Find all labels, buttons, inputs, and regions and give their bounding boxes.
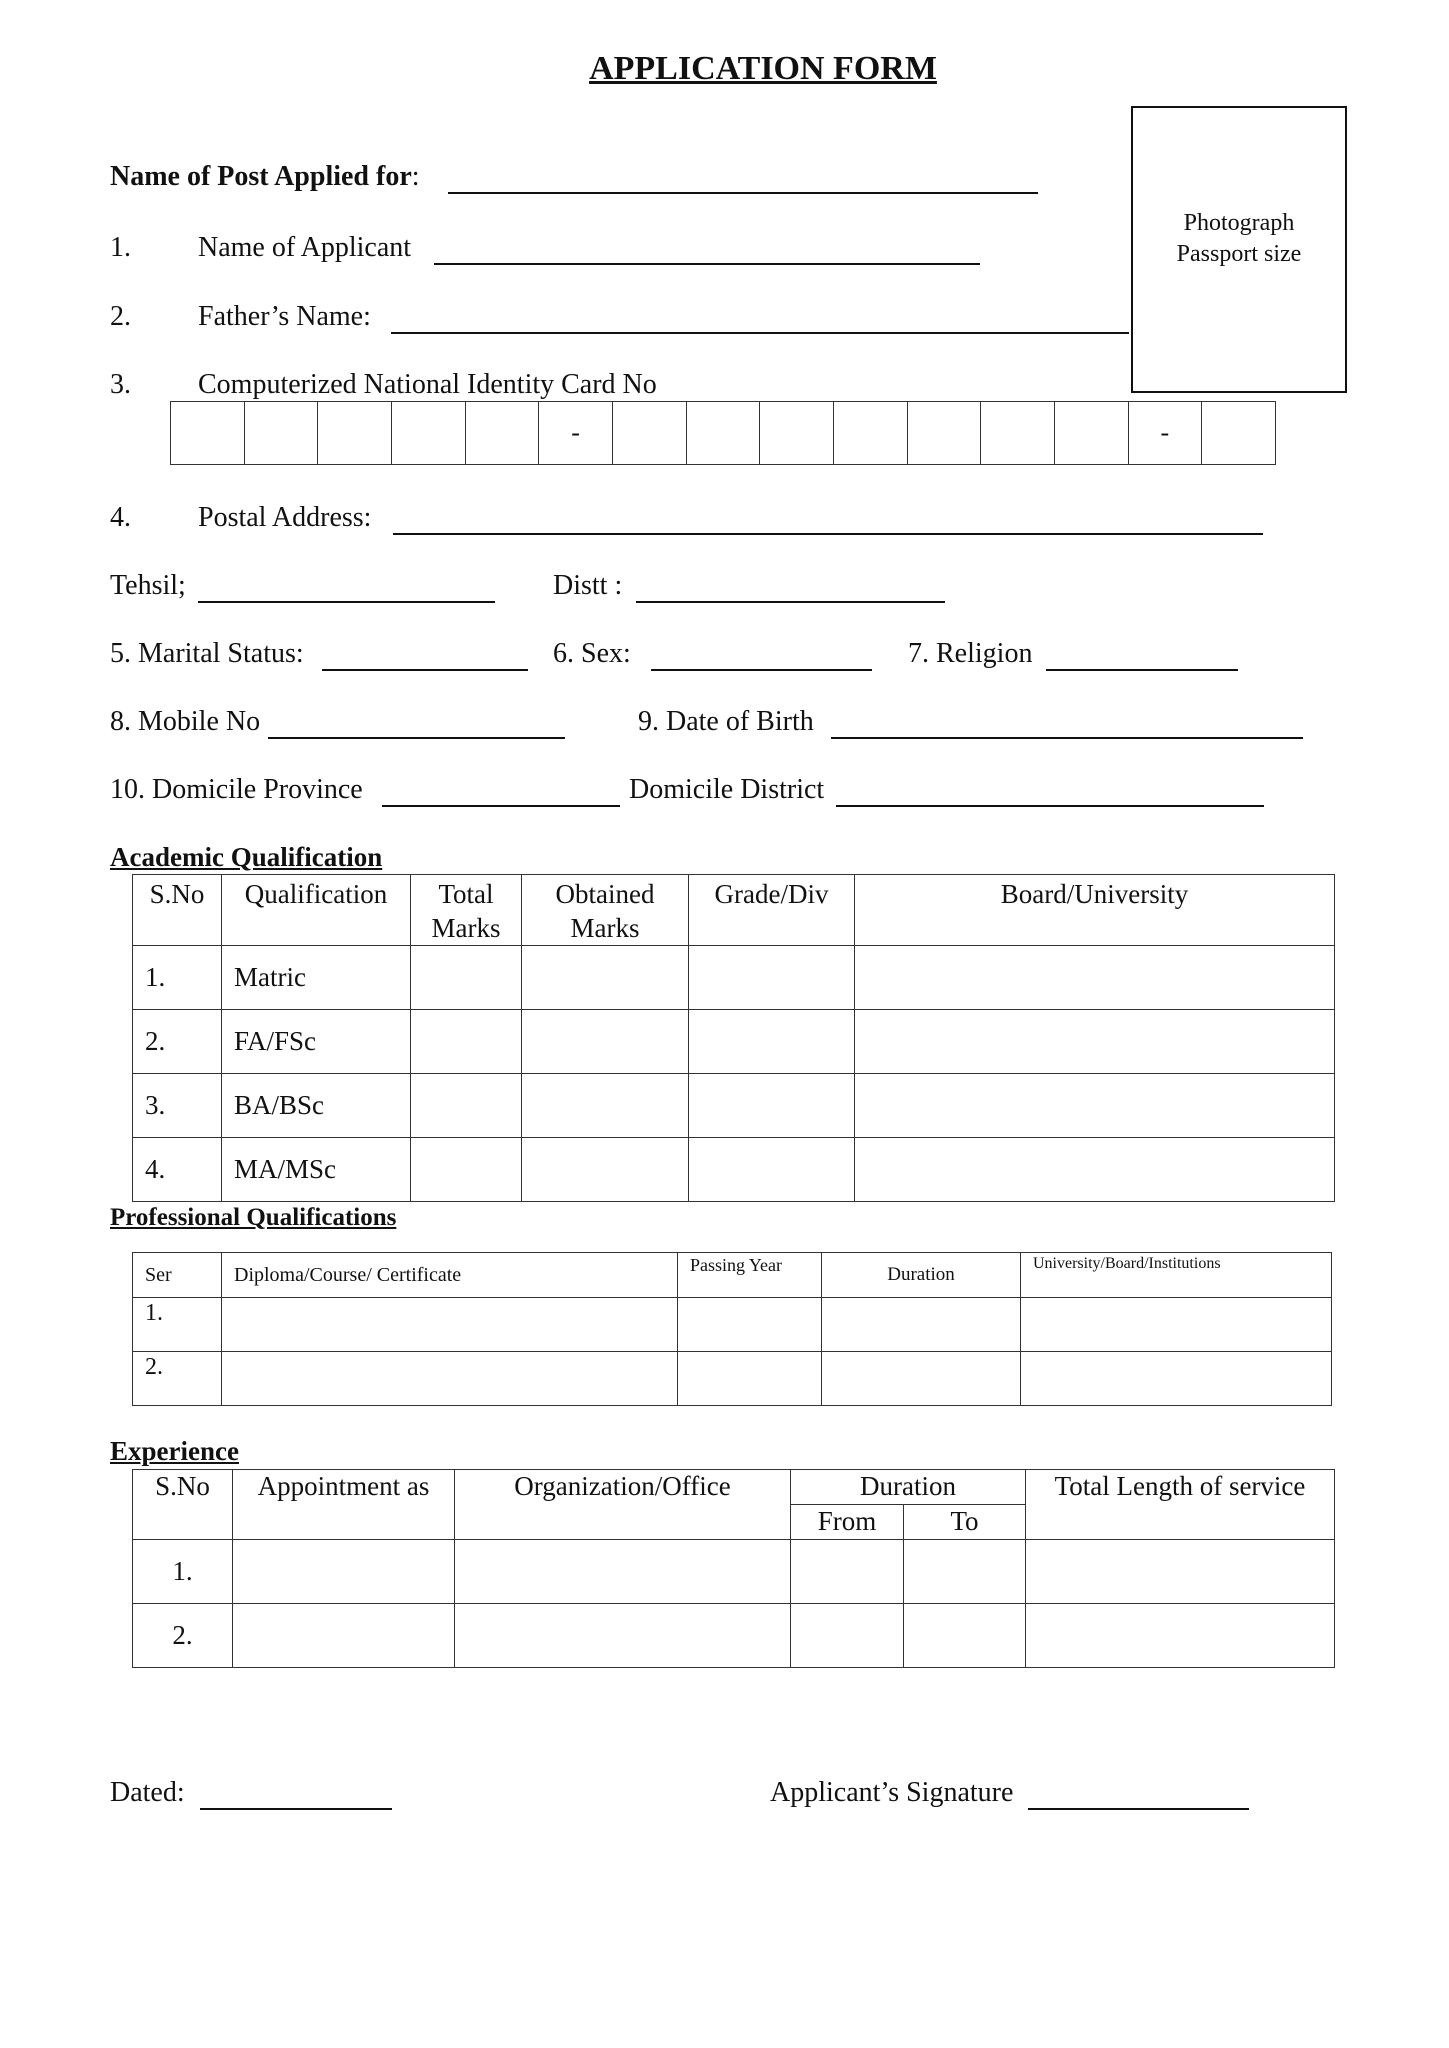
organization-cell[interactable] [455,1604,791,1668]
father-name-input[interactable] [391,310,1129,334]
obtained-marks-cell[interactable] [522,946,689,1010]
cnic-digit[interactable] [244,402,318,465]
experience-sno: 2. [133,1604,233,1668]
experience-header-total: Total Length of service [1026,1470,1335,1540]
academic-heading: Academic Qualification [110,842,383,872]
table-row [133,1540,1335,1604]
professional-header-row [133,1253,1332,1298]
distt-label: Distt : [553,570,623,601]
experience-header-to: To [904,1505,1026,1540]
cnic-digit[interactable] [1202,402,1276,465]
post-applied-input[interactable] [448,170,1038,194]
total-service-cell[interactable] [1026,1540,1335,1604]
domicile-province-label: 10. Domicile Province [110,774,363,805]
grade-cell[interactable] [689,1138,855,1202]
academic-header-obtained-marks: Obtained Marks [522,875,689,946]
religion-label: 7. Religion [908,638,1033,669]
sex-input[interactable] [651,647,872,671]
cnic-digit[interactable] [1054,402,1128,465]
photo-label-line2: Passport size [1176,241,1302,267]
duration-cell[interactable] [822,1352,1021,1406]
num-4: 4. [110,502,131,533]
university-cell[interactable] [1021,1298,1332,1352]
academic-header-sno: S.No [133,875,222,946]
professional-header-ser: Ser [133,1253,222,1298]
experience-heading: Experience [110,1436,239,1466]
cnic-digit[interactable] [318,402,392,465]
board-cell[interactable] [855,1074,1335,1138]
cnic-label: Computerized National Identity Card No [198,369,657,400]
professional-table [132,1252,1332,1406]
post-applied-label: Name of Post Applied for [110,161,412,192]
experience-header-appointment: Appointment as [233,1470,455,1540]
obtained-marks-cell[interactable] [522,1010,689,1074]
professional-heading: Professional Qualifications [110,1204,397,1231]
to-cell[interactable] [904,1540,1026,1604]
photo-label-line1: Photograph [1183,210,1295,236]
cnic-separator: - [539,402,613,465]
experience-header-duration: Duration [791,1470,1026,1505]
professional-ser: 2. [133,1352,222,1406]
table-row [133,1298,1332,1352]
total-marks-cell[interactable] [411,1138,522,1202]
experience-sno: 1. [133,1540,233,1604]
academic-sno: 4. [133,1138,222,1202]
total-marks-cell[interactable] [411,1010,522,1074]
dob-input[interactable] [831,715,1303,739]
academic-header-grade: Grade/Div [689,875,855,946]
academic-qualification: FA/FSc [222,1010,411,1074]
board-cell[interactable] [855,946,1335,1010]
table-row [133,1074,1335,1138]
academic-header-qualification: Qualification [222,875,411,946]
marital-status-input[interactable] [322,647,528,671]
cnic-digit[interactable] [391,402,465,465]
sex-label: 6. Sex: [553,638,631,669]
cnic-digit[interactable] [171,402,245,465]
cnic-digit[interactable] [833,402,907,465]
experience-header-organization: Organization/Office [455,1470,791,1540]
academic-sno: 3. [133,1074,222,1138]
experience-header-sno: S.No [133,1470,233,1540]
cnic-digit[interactable] [686,402,760,465]
academic-qualification: BA/BSc [222,1074,411,1138]
academic-header-board: Board/University [855,875,1335,946]
total-marks-cell[interactable] [411,1074,522,1138]
num-2: 2. [110,301,131,332]
from-cell[interactable] [791,1540,904,1604]
post-applied-row [110,161,420,193]
table-row [133,1352,1332,1406]
domicile-district-input[interactable] [836,783,1264,807]
duration-cell[interactable] [822,1298,1021,1352]
experience-header-row [133,1470,1335,1505]
diploma-cell[interactable] [222,1298,678,1352]
dated-input[interactable] [200,1786,392,1810]
from-cell[interactable] [791,1604,904,1668]
table-row [133,946,1335,1010]
signature-label: Applicant’s Signature [770,1777,1014,1808]
academic-header-total-marks: Total Marks [411,875,522,946]
postal-address-label: Postal Address: [198,502,372,533]
total-marks-cell[interactable] [411,946,522,1010]
academic-sno: 2. [133,1010,222,1074]
tehsil-label: Tehsil; [110,570,186,601]
appointment-cell[interactable] [233,1540,455,1604]
to-cell[interactable] [904,1604,1026,1668]
grade-cell[interactable] [689,1074,855,1138]
obtained-marks-cell[interactable] [522,1138,689,1202]
grade-cell[interactable] [689,946,855,1010]
academic-header-row [133,875,1335,946]
cnic-boxes [170,401,1276,465]
passing-year-cell[interactable] [678,1352,822,1406]
university-cell[interactable] [1021,1352,1332,1406]
cnic-separator: - [1128,402,1202,465]
grade-cell[interactable] [689,1010,855,1074]
domicile-province-input[interactable] [382,783,620,807]
academic-qualification: MA/MSc [222,1138,411,1202]
total-service-cell[interactable] [1026,1604,1335,1668]
academic-qualification: Matric [222,946,411,1010]
postal-address-input[interactable] [393,511,1263,535]
num-1: 1. [110,232,131,263]
appointment-cell[interactable] [233,1604,455,1668]
cnic-digit[interactable] [465,402,539,465]
num-3: 3. [110,369,131,400]
applicant-name-input[interactable] [434,241,980,265]
form-title: APPLICATION FORM [589,50,937,87]
experience-header-from: From [791,1505,904,1540]
photo-box[interactable] [1131,106,1347,393]
professional-header-duration: Duration [822,1253,1021,1298]
passing-year-cell[interactable] [678,1298,822,1352]
post-applied-colon: : [411,161,420,192]
dob-label: 9. Date of Birth [638,706,814,737]
mobile-input[interactable] [268,715,565,739]
marital-status-label: 5. Marital Status: [110,638,304,669]
cnic-digit[interactable] [612,402,686,465]
table-row [133,1010,1335,1074]
applicant-name-label: Name of Applicant [198,232,412,263]
experience-table [132,1469,1335,1668]
professional-ser: 1. [133,1298,222,1352]
table-row [133,1138,1335,1202]
diploma-cell[interactable] [222,1352,678,1406]
father-name-label: Father’s Name: [198,301,371,332]
cnic-digit[interactable] [760,402,834,465]
distt-input[interactable] [636,579,945,603]
cnic-digit[interactable] [981,402,1055,465]
academic-sno: 1. [133,946,222,1010]
mobile-label: 8. Mobile No [110,706,261,737]
tehsil-input[interactable] [198,579,495,603]
board-cell[interactable] [855,1010,1335,1074]
board-cell[interactable] [855,1138,1335,1202]
organization-cell[interactable] [455,1540,791,1604]
cnic-digit[interactable] [907,402,981,465]
signature-input[interactable] [1028,1786,1249,1810]
academic-table [132,874,1335,1202]
domicile-district-label: Domicile District [629,774,825,805]
obtained-marks-cell[interactable] [522,1074,689,1138]
table-row [133,1604,1335,1668]
professional-header-university: University/Board/Institutions [1021,1253,1332,1298]
professional-header-passing-year: Passing Year [678,1253,822,1298]
religion-input[interactable] [1046,647,1238,671]
dated-label: Dated: [110,1777,185,1808]
professional-header-diploma: Diploma/Course/ Certificate [222,1253,678,1298]
